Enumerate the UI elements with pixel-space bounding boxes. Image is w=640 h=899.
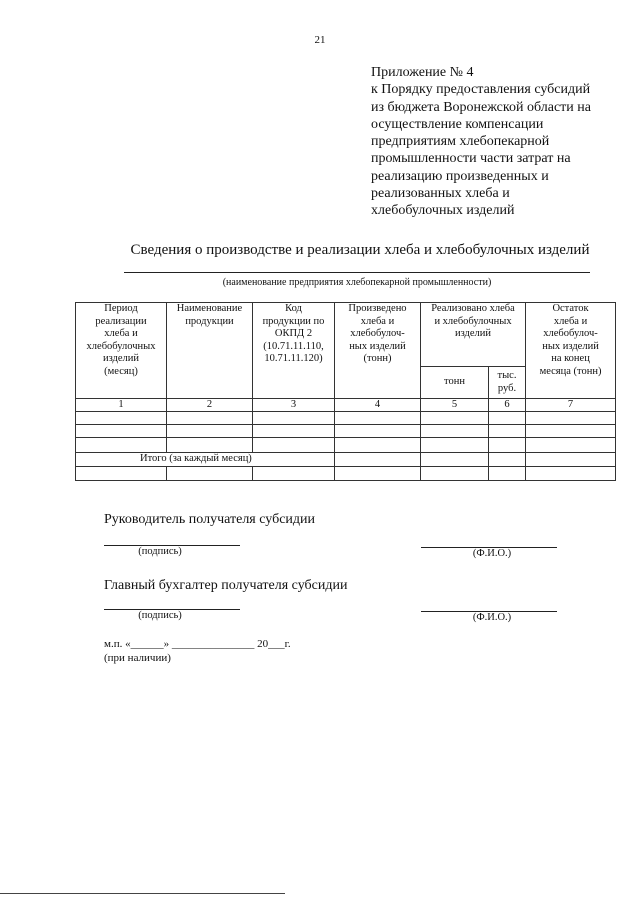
appendix-heading — [371, 64, 621, 220]
column-number: 6 — [489, 399, 526, 412]
total-label: Итого (за каждый месяц) — [76, 453, 335, 467]
header-produced: Произведено хлеба и хлебобулоч- ных изделий (тонн) — [335, 303, 421, 399]
appendix-line: Приложение № 4 — [371, 65, 474, 80]
appendix-line: предприятиям хлебопекарной — [371, 134, 550, 150]
header-product-name: Наименование продукции — [167, 303, 253, 399]
header-product-code: Код продукции по ОКПД 2 (10.71.11.110, 10.71.11.120) — [253, 303, 335, 399]
head-name-caption: (Ф.И.О.) — [472, 548, 512, 559]
appendix-line: хлебобулочных изделий — [371, 203, 515, 219]
appendix-line: к Порядку предоставления субсидий — [371, 82, 591, 98]
head-signature-caption: (подпись) — [138, 546, 182, 557]
header-remainder: Остаток хлеба и хлебобулоч- ных изделий на конец месяца (тонн) — [526, 303, 616, 399]
column-number: 4 — [335, 399, 421, 412]
table-row — [76, 438, 616, 453]
appendix-line: реализованных хлеба и — [371, 186, 510, 202]
table-row — [76, 466, 616, 480]
table-row — [76, 412, 616, 425]
column-number: 3 — [253, 399, 335, 412]
column-number-row — [76, 399, 616, 412]
footer-rule — [0, 893, 285, 894]
header-sold-rub: тыс. руб. — [489, 367, 526, 399]
total-row — [76, 453, 616, 467]
appendix-line: реализацию произведенных и — [371, 168, 549, 184]
page-number: 21 — [314, 34, 326, 46]
header-sold-tons: тонн — [421, 367, 489, 399]
stamp-note: (при наличии) — [104, 652, 171, 664]
accountant-signature-label: Главный бухгалтер получателя субсидии — [104, 578, 348, 593]
table-row — [76, 425, 616, 438]
appendix-line: промышленности части затрат на — [371, 151, 571, 167]
column-number: 7 — [526, 399, 616, 412]
production-table — [75, 302, 616, 481]
appendix-line: из бюджета Воронежской области на — [371, 99, 591, 115]
column-number: 5 — [421, 399, 489, 412]
header-sold: Реализовано хлеба и хлебобулочных изделий — [421, 303, 526, 367]
column-number: 1 — [76, 399, 167, 412]
document-title: Сведения о производстве и реализации хлеба и хлебобулочных изделий — [130, 242, 590, 258]
table-header-row — [76, 303, 616, 367]
accountant-name-caption: (Ф.И.О.) — [472, 612, 512, 623]
header-period: Период реализации хлеба и хлебобулочных изделий (месяц) — [76, 303, 167, 399]
accountant-signature-caption: (подпись) — [138, 610, 182, 621]
stamp-date-line: м.п. «______» _______________ 20___г. — [104, 638, 291, 650]
enterprise-name-line — [124, 272, 590, 273]
column-number: 2 — [167, 399, 253, 412]
appendix-line: осуществление компенсации — [371, 116, 544, 132]
enterprise-name-caption: (наименование предприятия хлебопекарной промышленности) — [222, 277, 492, 288]
head-signature-label: Руководитель получателя субсидии — [104, 512, 316, 527]
